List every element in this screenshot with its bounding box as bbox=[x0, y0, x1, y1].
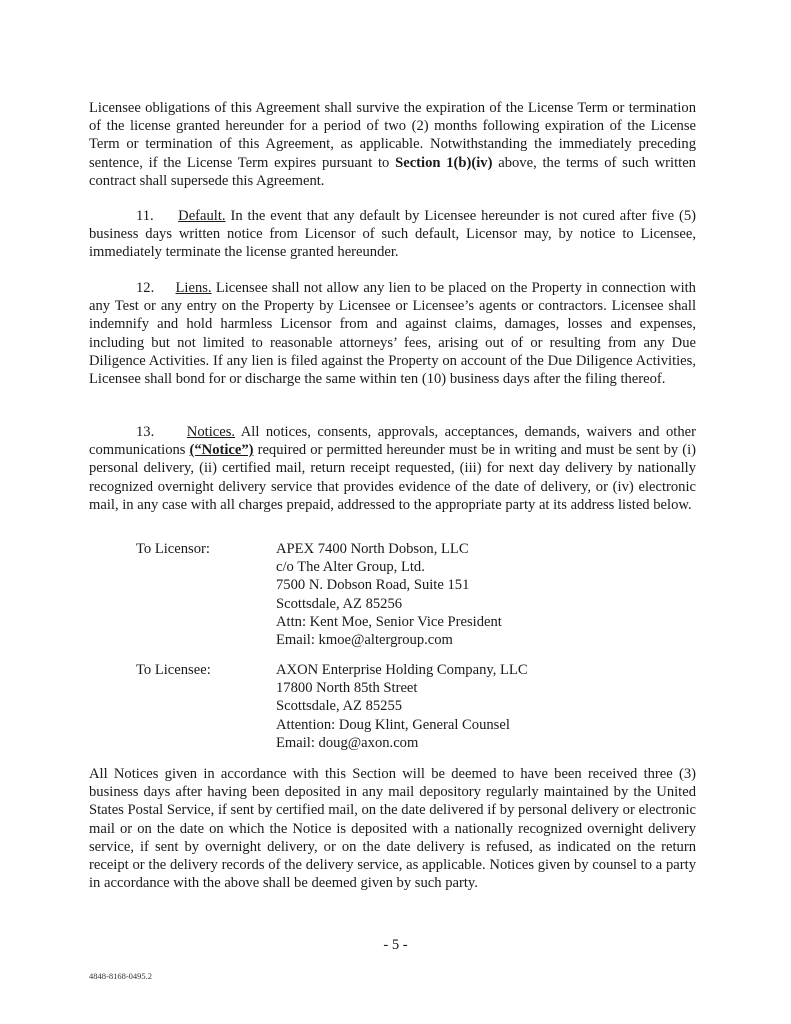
paragraph-text: All notices, consents, approvals, acceptances, demands, waivers and other communications bbox=[89, 424, 696, 459]
address-line: Scottsdale, AZ 85255 bbox=[276, 698, 403, 715]
section-reference: Section 1(b)(iv) bbox=[395, 154, 493, 171]
paragraph-notice-delivery: All Notices given in accordance with this Section will be deemed to have been received three (3) business days after having been deposited in any mail depository regularly maintained by the United States Postal Service, if sent by certified mail, on the date delivered if by personal delivery or electronic mail or on the date on which the Notice is deposited with a nationally recognized overnight delivery service, if sent by overnight delivery, or on the date delivery is refused, as indicated on the return receipt or the delivery records of the delivery service, as applicable. Notices given by counsel to a party in accordance with the above shall be deemed given by such party. bbox=[89, 766, 696, 892]
address-line: 7500 N. Dobson Road, Suite 151 bbox=[276, 577, 470, 594]
paragraph-default bbox=[89, 207, 696, 262]
licensor-address bbox=[276, 540, 502, 649]
licensor-label: To Licensor: bbox=[136, 541, 210, 557]
section-number: 12. bbox=[136, 280, 155, 296]
paragraph-notices bbox=[89, 423, 696, 514]
paragraph-text: In the event that any default by Licensee hereunder is not cured after five (5) business days written notice from Licensor of such default, Licensor may, by notice to Licensee, immediately terminate the license granted hereunder. bbox=[89, 208, 696, 261]
section-number: 11. bbox=[136, 208, 154, 224]
address-line: AXON Enterprise Holding Company, LLC bbox=[276, 662, 528, 678]
section-number: 13. bbox=[136, 424, 155, 440]
licensee-label: To Licensee: bbox=[136, 662, 211, 678]
address-line: Scottsdale, AZ 85256 bbox=[276, 595, 403, 612]
paragraph-liens bbox=[89, 279, 696, 388]
address-line: Attn: Kent Moe, Senior Vice President bbox=[276, 613, 502, 630]
defined-term: (“Notice”) bbox=[189, 442, 254, 459]
paragraph-text: required or permitted hereunder must be in writing and must be sent by (i) personal delivery, (ii) certified mail, return receipt requested, (iii) for next day delivery by nationally recognized overnight delivery service that provides evidence of the date of delivery, or (iv) electronic mail, in any case with all charges prepaid, addressed to the appropriate party at its address listed below. bbox=[89, 442, 696, 513]
licensee-email: Email: doug@axon.com bbox=[276, 734, 419, 751]
address-line: Attention: Doug Klint, General Counsel bbox=[276, 716, 510, 733]
section-heading: Liens. bbox=[175, 280, 212, 296]
paragraph-text: above, the terms of such written contract shall supersede this Agreement. bbox=[89, 154, 696, 189]
paragraph-survival bbox=[89, 99, 696, 190]
licensee-address bbox=[276, 661, 528, 752]
document-id: 4848-8168-0495.2 bbox=[89, 971, 153, 981]
paragraph-text: Licensee shall not allow any lien to be placed on the Property in connection with any Test or any entry on the Property by Licensee or Licensee’s agents or contractors. Licensee shall indemnify and hold harmless Licensor from and against claims, damages, losses and expenses, including but not limited to reasonable attorneys’ fees, arising out of or resulting from any Due Diligence Activities. If any lien is filed against the Property on account of the Due Diligence Activities, Licensee shall bond for or discharge the same within ten (10) business days after the filing thereof. bbox=[89, 280, 696, 388]
section-heading: Default. bbox=[178, 208, 226, 224]
section-heading: Notices. bbox=[186, 424, 236, 440]
page-number: - 5 - bbox=[383, 937, 408, 953]
address-line: APEX 7400 North Dobson, LLC bbox=[276, 541, 469, 557]
address-line: 17800 North 85th Street bbox=[276, 680, 418, 697]
paragraph-text: Licensee obligations of this Agreement shall survive the expiration of the License Term or termination of the license granted hereunder for a period of two (2) months following expiration of the License Term or termination of this Agreement, as applicable. Notwithstanding the immediately preceding sentence, if the License Term expires pursuant to bbox=[89, 100, 696, 171]
licensor-email: Email: kmoe@altergroup.com bbox=[276, 632, 453, 649]
address-line: c/o The Alter Group, Ltd. bbox=[276, 559, 425, 576]
